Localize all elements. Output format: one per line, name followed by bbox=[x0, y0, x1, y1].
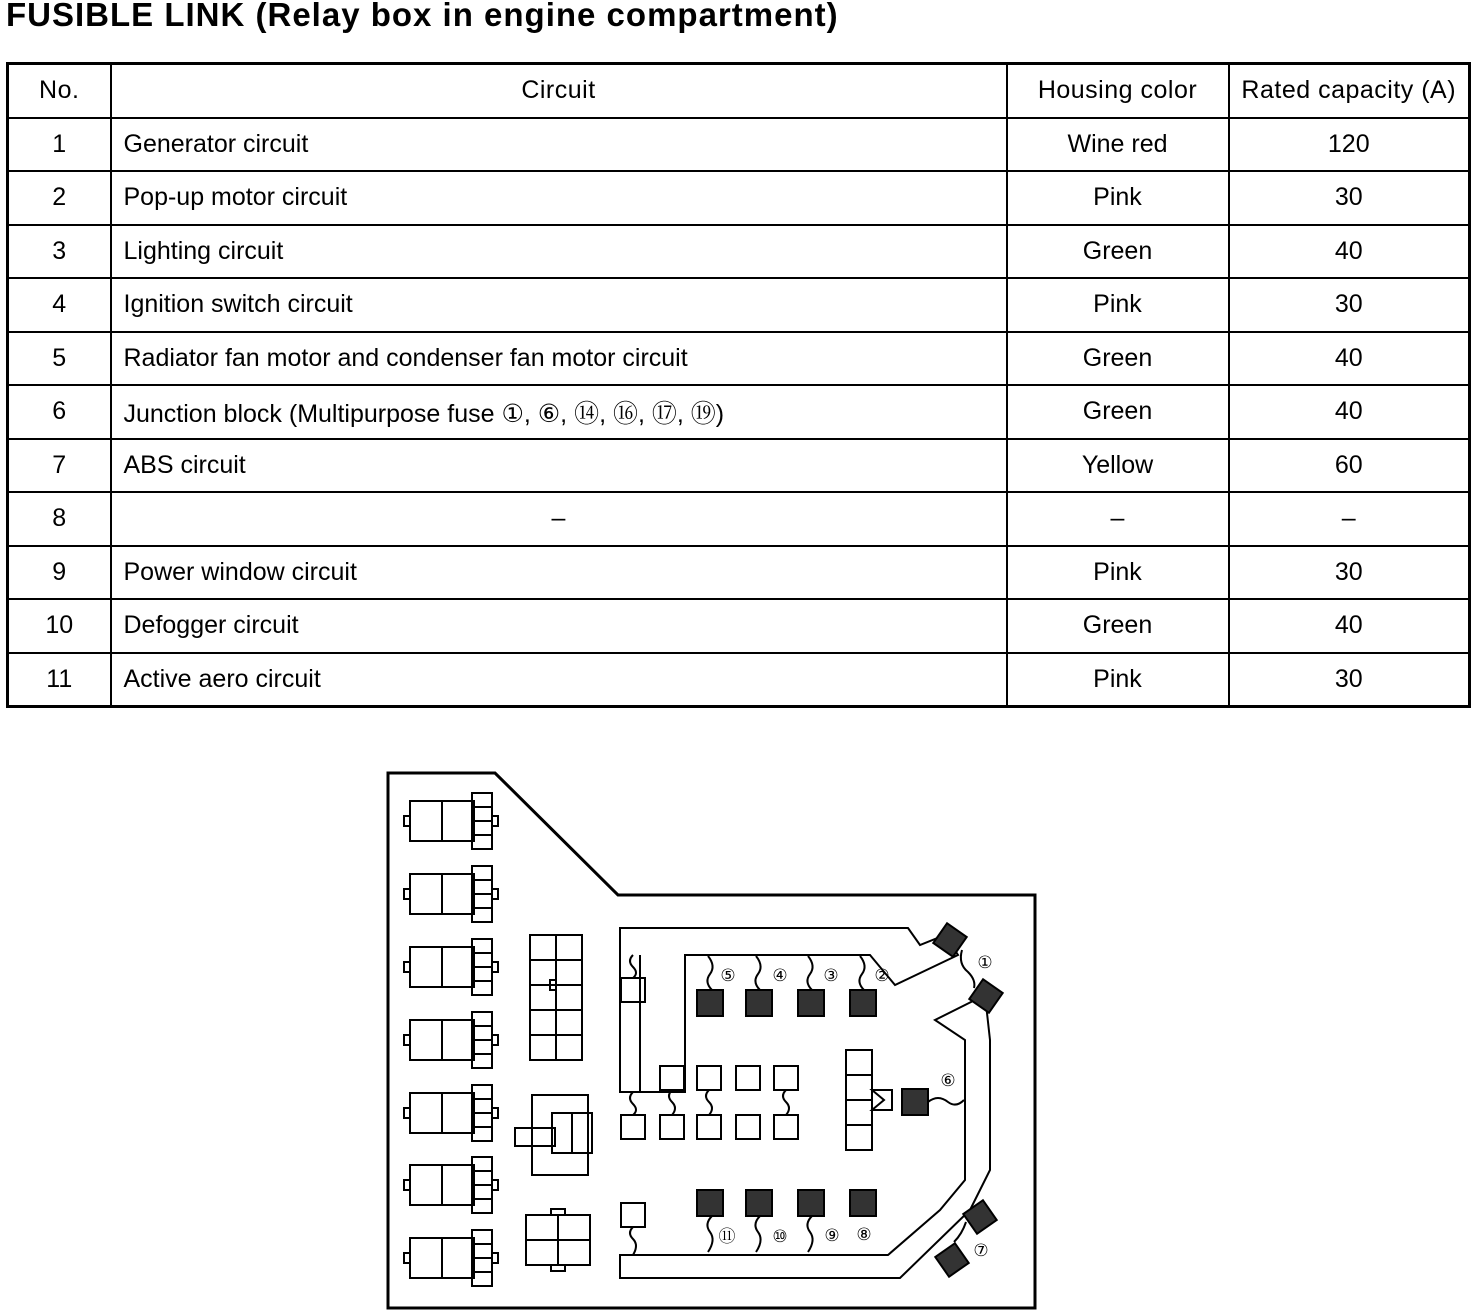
cell-rated-capacity: 40 bbox=[1229, 332, 1470, 386]
cell-housing-color: Green bbox=[1007, 332, 1229, 386]
cell-no: 2 bbox=[8, 171, 111, 225]
cell-rated-capacity: 40 bbox=[1229, 225, 1470, 279]
fusible-link-8 bbox=[850, 1190, 876, 1216]
cell-no: 11 bbox=[8, 653, 111, 707]
cell-housing-color: Pink bbox=[1007, 171, 1229, 225]
cell-circuit: Defogger circuit bbox=[111, 599, 1007, 653]
cell-housing-color: Green bbox=[1007, 225, 1229, 279]
junction-block bbox=[846, 1050, 892, 1150]
callout-2: ② bbox=[874, 966, 890, 986]
cell-rated-capacity: 30 bbox=[1229, 546, 1470, 600]
cell-circuit: Junction block (Multipurpose fuse ①, ⑥, ⑭, ⑯, ⑰, ⑲) bbox=[111, 385, 1007, 439]
header-housing-color: Housing color bbox=[1007, 64, 1229, 118]
connector-block bbox=[530, 935, 582, 1060]
cell-no: 6 bbox=[8, 385, 111, 439]
fusible-link-3 bbox=[798, 990, 824, 1016]
fusible-link-5 bbox=[697, 990, 723, 1016]
cell-housing-color: Pink bbox=[1007, 278, 1229, 332]
cell-rated-capacity: 40 bbox=[1229, 385, 1470, 439]
header-no: No. bbox=[8, 64, 111, 118]
cell-housing-color: Green bbox=[1007, 599, 1229, 653]
cell-rated-capacity: 30 bbox=[1229, 278, 1470, 332]
callout-3: ③ bbox=[823, 966, 839, 986]
fusible-link-11 bbox=[697, 1190, 723, 1216]
cell-circuit: Pop-up motor circuit bbox=[111, 171, 1007, 225]
relay bbox=[404, 939, 498, 995]
cell-circuit: Generator circuit bbox=[111, 118, 1007, 172]
busbar-channel bbox=[620, 995, 990, 1278]
cell-rated-capacity: 30 bbox=[1229, 653, 1470, 707]
callout-10: ⑩ bbox=[772, 1227, 788, 1247]
cell-circuit: Lighting circuit bbox=[111, 225, 1007, 279]
left-relay-column bbox=[404, 793, 498, 1286]
cell-circuit: – bbox=[111, 492, 1007, 546]
cell-no: 7 bbox=[8, 439, 111, 493]
header-circuit: Circuit bbox=[111, 64, 1007, 118]
cell-housing-color: Yellow bbox=[1007, 439, 1229, 493]
cell-circuit: Radiator fan motor and condenser fan motor circuit bbox=[111, 332, 1007, 386]
callout-6: ⑥ bbox=[940, 1071, 956, 1091]
fusible-link-9 bbox=[798, 1190, 824, 1216]
relay bbox=[526, 1209, 590, 1271]
fusible-link-4 bbox=[746, 990, 772, 1016]
callout-1: ① bbox=[977, 953, 993, 973]
cell-housing-color: Green bbox=[1007, 385, 1229, 439]
cell-rated-capacity: 40 bbox=[1229, 599, 1470, 653]
cell-no: 8 bbox=[8, 492, 111, 546]
cell-no: 5 bbox=[8, 332, 111, 386]
cell-circuit: Ignition switch circuit bbox=[111, 278, 1007, 332]
relay bbox=[404, 1157, 498, 1213]
fusible-link-7b bbox=[935, 1243, 968, 1276]
cell-circuit: Active aero circuit bbox=[111, 653, 1007, 707]
cell-circuit: Power window circuit bbox=[111, 546, 1007, 600]
fusible-link-7 bbox=[963, 1200, 996, 1233]
cell-rated-capacity: 60 bbox=[1229, 439, 1470, 493]
cell-housing-color: Pink bbox=[1007, 653, 1229, 707]
cell-no: 3 bbox=[8, 225, 111, 279]
relay bbox=[404, 1230, 498, 1286]
callout-9: ⑨ bbox=[824, 1226, 840, 1246]
page-title: FUSIBLE LINK (Relay box in engine compartment) bbox=[6, 0, 839, 33]
callout-7: ⑦ bbox=[973, 1241, 989, 1261]
cell-housing-color: – bbox=[1007, 492, 1229, 546]
cell-circuit: ABS circuit bbox=[111, 439, 1007, 493]
callout-4: ④ bbox=[772, 966, 788, 986]
busbar-channel bbox=[620, 928, 958, 1092]
header-rated-capacity: Rated capacity (A) bbox=[1229, 64, 1470, 118]
cell-rated-capacity: 30 bbox=[1229, 171, 1470, 225]
callout-5: ⑤ bbox=[720, 966, 736, 986]
cell-no: 10 bbox=[8, 599, 111, 653]
relay bbox=[404, 866, 498, 922]
cell-no: 9 bbox=[8, 546, 111, 600]
relay bbox=[404, 1012, 498, 1068]
fusible-link-6 bbox=[902, 1089, 928, 1115]
callout-8: ⑧ bbox=[856, 1225, 872, 1245]
cell-no: 4 bbox=[8, 278, 111, 332]
cell-housing-color: Pink bbox=[1007, 546, 1229, 600]
fusible-link-10 bbox=[746, 1190, 772, 1216]
fusible-link-2 bbox=[850, 990, 876, 1016]
middle-relay-column bbox=[515, 935, 592, 1271]
relay bbox=[404, 793, 498, 849]
cell-housing-color: Wine red bbox=[1007, 118, 1229, 172]
cell-no: 1 bbox=[8, 118, 111, 172]
cell-rated-capacity: – bbox=[1229, 492, 1470, 546]
cell-rated-capacity: 120 bbox=[1229, 118, 1470, 172]
relay bbox=[404, 1085, 498, 1141]
callout-11: ⑪ bbox=[718, 1227, 736, 1247]
relay bbox=[515, 1095, 592, 1175]
